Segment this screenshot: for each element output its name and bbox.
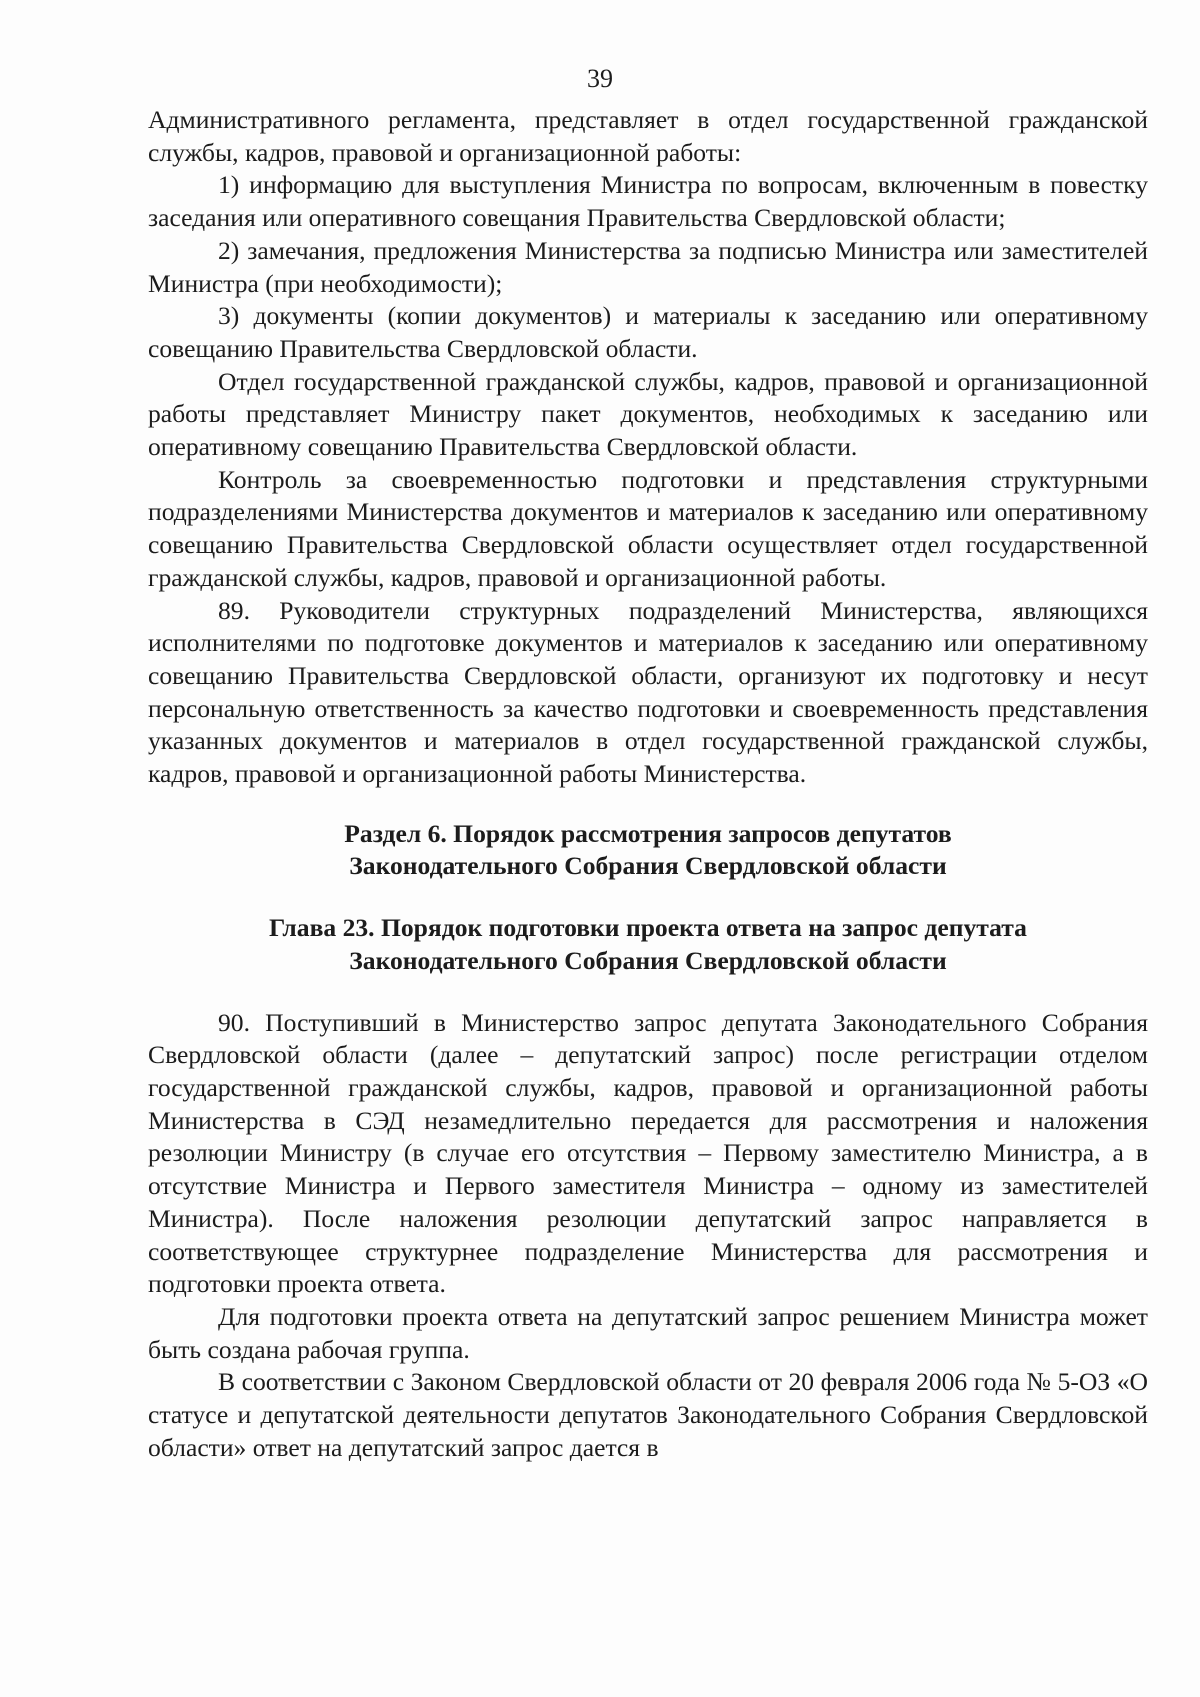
chapter-heading-line-2: Законодательного Собрания Свердловской области: [349, 945, 947, 975]
chapter-heading: [148, 912, 1148, 977]
paragraph: 3) документы (копии документов) и материалы к заседанию или оперативному совещанию Правительства Свердловской области.: [148, 301, 1148, 363]
section-heading: [148, 818, 1148, 883]
section-heading-line-1: Раздел 6. Порядок рассмотрения запросов депутатов: [344, 818, 952, 848]
page-number: 39: [587, 64, 613, 93]
paragraph: Административного регламента, представляет в отдел государственной гражданской службы, кадров, правовой и организационной работы:: [148, 105, 1148, 167]
top-paragraphs: [148, 104, 1148, 791]
paragraph: В соответствии с Законом Свердловской области от 20 февраля 2006 года № 5-ОЗ «О статусе и депутатской деятельности депутатов Законодательного Собрания Свердловской области» ответ на депутатский запрос дается в: [148, 1367, 1148, 1462]
paragraph: 1) информацию для выступления Министра по вопросам, включенным в повестку заседания или оперативного совещания Правительства Свердловской области;: [148, 170, 1148, 233]
paragraph: Для подготовки проекта ответа на депутатский запрос решением Министра может быть создана рабочая группа.: [148, 1301, 1148, 1364]
paragraph: 2) замечания, предложения Министерства за подписью Министра или заместителей Министра (при необходимости);: [148, 235, 1148, 298]
paragraph: Контроль за своевременностью подготовки и представления структурными подразделениями Министерства документов и материалов к заседанию или оперативному совещанию Правительства Свердловской области осуществляет отдел государственной гражданской службы, кадров, правовой и организационной работы.: [148, 464, 1148, 592]
bottom-paragraphs: [148, 1007, 1148, 1465]
paragraph: Отдел государственной гражданской службы, кадров, правовой и организационной работы представляет Министру пакет документов, необходимых к заседанию или оперативному совещанию Правительства Свердловской области.: [148, 366, 1148, 462]
document-body: [148, 104, 1148, 1464]
paragraph: 89. Руководители структурных подразделений Министерства, являющихся исполнителями по подготовке документов и материалов к заседанию или оперативному совещанию Правительства Свердловской области, организуют их подготовку и несут персональную ответственность за качество подготовки и своевременность представления указанных документов и материалов в отдел государственной гражданской службы, кадров, правовой и организационной работы Министерства.: [148, 595, 1148, 789]
section-heading-line-2: Законодательного Собрания Свердловской области: [349, 851, 947, 881]
paragraph: 90. Поступивший в Министерство запрос депутата Законодательного Собрания Свердловской области (далее – депутатский запрос) после регистрации отделом государственной гражданской службы, кадров, правовой и организационной работы Министерства в СЭД незамедлительно передается для рассмотрения и наложения резолюции Министру (в случае его отсутствия – Первому заместителю Министра, а в отсутствие Министра и Первого заместителя Министра – одному из заместителей Министра). После наложения резолюции депутатский запрос направляется в соответствующее структурнее подразделение Министерства для рассмотрения и подготовки проекта ответа.: [148, 1007, 1148, 1299]
chapter-heading-line-1: Глава 23. Порядок подготовки проекта ответа на запрос депутата: [269, 913, 1027, 943]
